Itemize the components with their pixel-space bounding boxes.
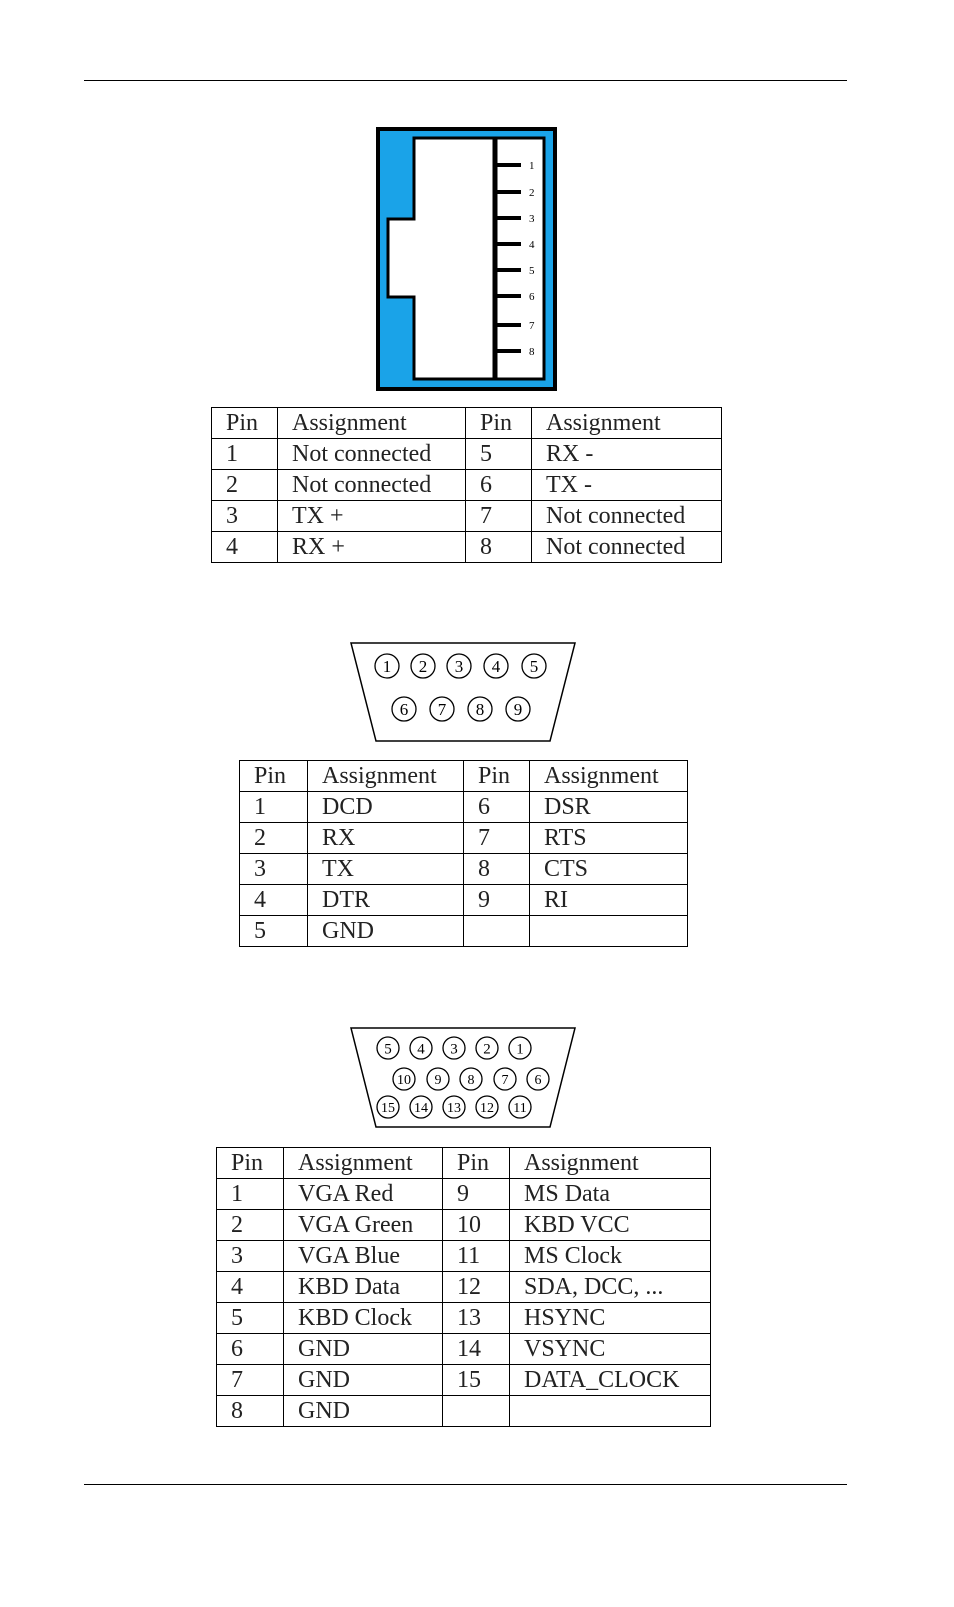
pin-number-cell: 4 (212, 532, 278, 563)
pin-number-cell (464, 916, 530, 947)
rj45-pin-label: 3 (529, 213, 535, 225)
db15-pin-label: 11 (513, 1101, 527, 1117)
rj45-pin-label: 2 (529, 187, 535, 199)
db15-pin-label: 2 (483, 1041, 491, 1058)
assignment-cell: RI (530, 885, 688, 916)
db15-pin-label: 12 (480, 1101, 494, 1117)
header-cell: Assignment (530, 761, 688, 792)
pin-number-cell: 7 (217, 1365, 284, 1396)
pin-number-cell: 2 (212, 470, 278, 501)
header-cell: Pin (240, 761, 308, 792)
pin-number-cell: 8 (466, 532, 532, 563)
table-row (240, 885, 688, 916)
assignment-cell: VGA Red (284, 1179, 443, 1210)
table-row (240, 854, 688, 885)
db9-pin-label: 3 (454, 657, 464, 677)
assignment-cell: RX + (278, 532, 466, 563)
pin-number-cell: 6 (466, 470, 532, 501)
assignment-cell: RX (308, 823, 464, 854)
assignment-cell: KBD Clock (284, 1303, 443, 1334)
pin-number-cell: 6 (217, 1334, 284, 1365)
pin-number-cell (443, 1396, 510, 1427)
assignment-cell: DATA_CLOCK (510, 1365, 711, 1396)
assignment-cell: HSYNC (510, 1303, 711, 1334)
table-row (217, 1210, 711, 1241)
rj45-pin-label: 4 (529, 239, 535, 251)
db15-pin-label: 4 (417, 1041, 425, 1058)
db15-pin-table (216, 1147, 711, 1427)
assignment-cell: SDA, DCC, ... (510, 1272, 711, 1303)
db15-pin-label: 9 (434, 1073, 442, 1089)
assignment-cell (510, 1396, 711, 1427)
pin-number-cell: 7 (466, 501, 532, 532)
table-row (212, 439, 722, 470)
db9-pin-label: 7 (437, 700, 447, 720)
table-row (212, 470, 722, 501)
table-row (212, 532, 722, 563)
table-row (212, 501, 722, 532)
db9-pin-label: 6 (399, 700, 409, 720)
table-header-row (217, 1148, 711, 1179)
rj45-pin-label: 1 (529, 160, 535, 172)
db15-pin-label: 7 (501, 1073, 509, 1089)
assignment-cell: RX - (532, 439, 722, 470)
header-cell: Assignment (532, 408, 722, 439)
rj45-connector-diagram (374, 125, 559, 393)
pin-number-cell: 3 (212, 501, 278, 532)
assignment-cell: TX (308, 854, 464, 885)
db9-pin-label: 8 (475, 700, 485, 720)
pin-number-cell: 9 (443, 1179, 510, 1210)
assignment-cell: Not connected (278, 470, 466, 501)
db9-pin-table (239, 760, 688, 947)
assignment-cell: DTR (308, 885, 464, 916)
header-cell: Pin (212, 408, 278, 439)
db15-pin-label: 1 (516, 1041, 524, 1058)
rj45-pin-label: 7 (529, 320, 535, 332)
header-cell: Pin (443, 1148, 510, 1179)
assignment-cell: Not connected (532, 532, 722, 563)
pin-number-cell: 7 (464, 823, 530, 854)
pin-number-cell: 8 (464, 854, 530, 885)
pin-number-cell: 4 (217, 1272, 284, 1303)
assignment-cell: GND (284, 1334, 443, 1365)
pin-number-cell: 5 (466, 439, 532, 470)
table-header-row (240, 761, 688, 792)
assignment-cell: TX + (278, 501, 466, 532)
pin-number-cell: 3 (217, 1241, 284, 1272)
pin-number-cell: 6 (464, 792, 530, 823)
assignment-cell: RTS (530, 823, 688, 854)
footer-rule (84, 1484, 847, 1485)
pin-number-cell: 13 (443, 1303, 510, 1334)
assignment-cell: VSYNC (510, 1334, 711, 1365)
pin-number-cell: 2 (217, 1210, 284, 1241)
db15-pin-label: 14 (414, 1101, 428, 1117)
assignment-cell: KBD Data (284, 1272, 443, 1303)
pin-number-cell: 2 (240, 823, 308, 854)
pin-number-cell: 1 (240, 792, 308, 823)
pin-number-cell: 10 (443, 1210, 510, 1241)
table-row (217, 1396, 711, 1427)
table-row (217, 1334, 711, 1365)
pin-number-cell: 15 (443, 1365, 510, 1396)
header-cell: Assignment (278, 408, 466, 439)
header-cell: Assignment (510, 1148, 711, 1179)
header-cell: Pin (464, 761, 530, 792)
table-row (240, 792, 688, 823)
assignment-cell: Not connected (532, 501, 722, 532)
db15-pin-label: 8 (467, 1073, 475, 1089)
header-cell: Pin (217, 1148, 284, 1179)
db15-pin-label: 15 (381, 1101, 395, 1117)
pin-number-cell: 5 (217, 1303, 284, 1334)
pin-number-cell: 14 (443, 1334, 510, 1365)
pin-number-cell: 3 (240, 854, 308, 885)
assignment-cell: VGA Blue (284, 1241, 443, 1272)
assignment-cell: MS Data (510, 1179, 711, 1210)
pin-number-cell: 1 (212, 439, 278, 470)
table-row (217, 1365, 711, 1396)
pin-number-cell: 11 (443, 1241, 510, 1272)
rj45-contact-area (496, 138, 544, 379)
db9-pin-label: 2 (418, 657, 428, 677)
assignment-cell: KBD VCC (510, 1210, 711, 1241)
db15-pin-label: 3 (450, 1041, 458, 1058)
rj45-pin-label: 8 (529, 346, 535, 358)
db9-pin-label: 5 (529, 657, 539, 677)
table-row (217, 1241, 711, 1272)
rj45-pin-label: 5 (529, 265, 535, 277)
assignment-cell: Not connected (278, 439, 466, 470)
db15-pin-label: 6 (534, 1073, 542, 1089)
db15-pin-label: 13 (447, 1101, 461, 1117)
db9-pin-label: 4 (491, 657, 501, 677)
pin-number-cell: 5 (240, 916, 308, 947)
assignment-cell: CTS (530, 854, 688, 885)
rj45-pin-table (211, 407, 722, 563)
assignment-cell: GND (284, 1396, 443, 1427)
table-row (217, 1272, 711, 1303)
db15-connector-diagram (347, 1025, 579, 1131)
header-rule (84, 80, 847, 81)
rj45-pin-label: 6 (529, 291, 535, 303)
assignment-cell: TX - (532, 470, 722, 501)
header-cell: Pin (466, 408, 532, 439)
db9-connector-diagram (347, 640, 579, 745)
assignment-cell (530, 916, 688, 947)
table-row (217, 1303, 711, 1334)
pin-number-cell: 8 (217, 1396, 284, 1427)
assignment-cell: MS Clock (510, 1241, 711, 1272)
header-cell: Assignment (308, 761, 464, 792)
assignment-cell: DCD (308, 792, 464, 823)
assignment-cell: GND (308, 916, 464, 947)
pin-number-cell: 9 (464, 885, 530, 916)
db15-pin-label: 10 (397, 1073, 411, 1089)
header-cell: Assignment (284, 1148, 443, 1179)
pin-number-cell: 4 (240, 885, 308, 916)
pin-number-cell: 12 (443, 1272, 510, 1303)
db9-pin-label: 1 (382, 657, 392, 677)
db15-pin-label: 5 (384, 1041, 392, 1058)
pin-number-cell: 1 (217, 1179, 284, 1210)
table-row (240, 916, 688, 947)
table-row (217, 1179, 711, 1210)
table-row (240, 823, 688, 854)
table-header-row (212, 408, 722, 439)
assignment-cell: DSR (530, 792, 688, 823)
assignment-cell: GND (284, 1365, 443, 1396)
db9-pin-label: 9 (513, 700, 523, 720)
assignment-cell: VGA Green (284, 1210, 443, 1241)
